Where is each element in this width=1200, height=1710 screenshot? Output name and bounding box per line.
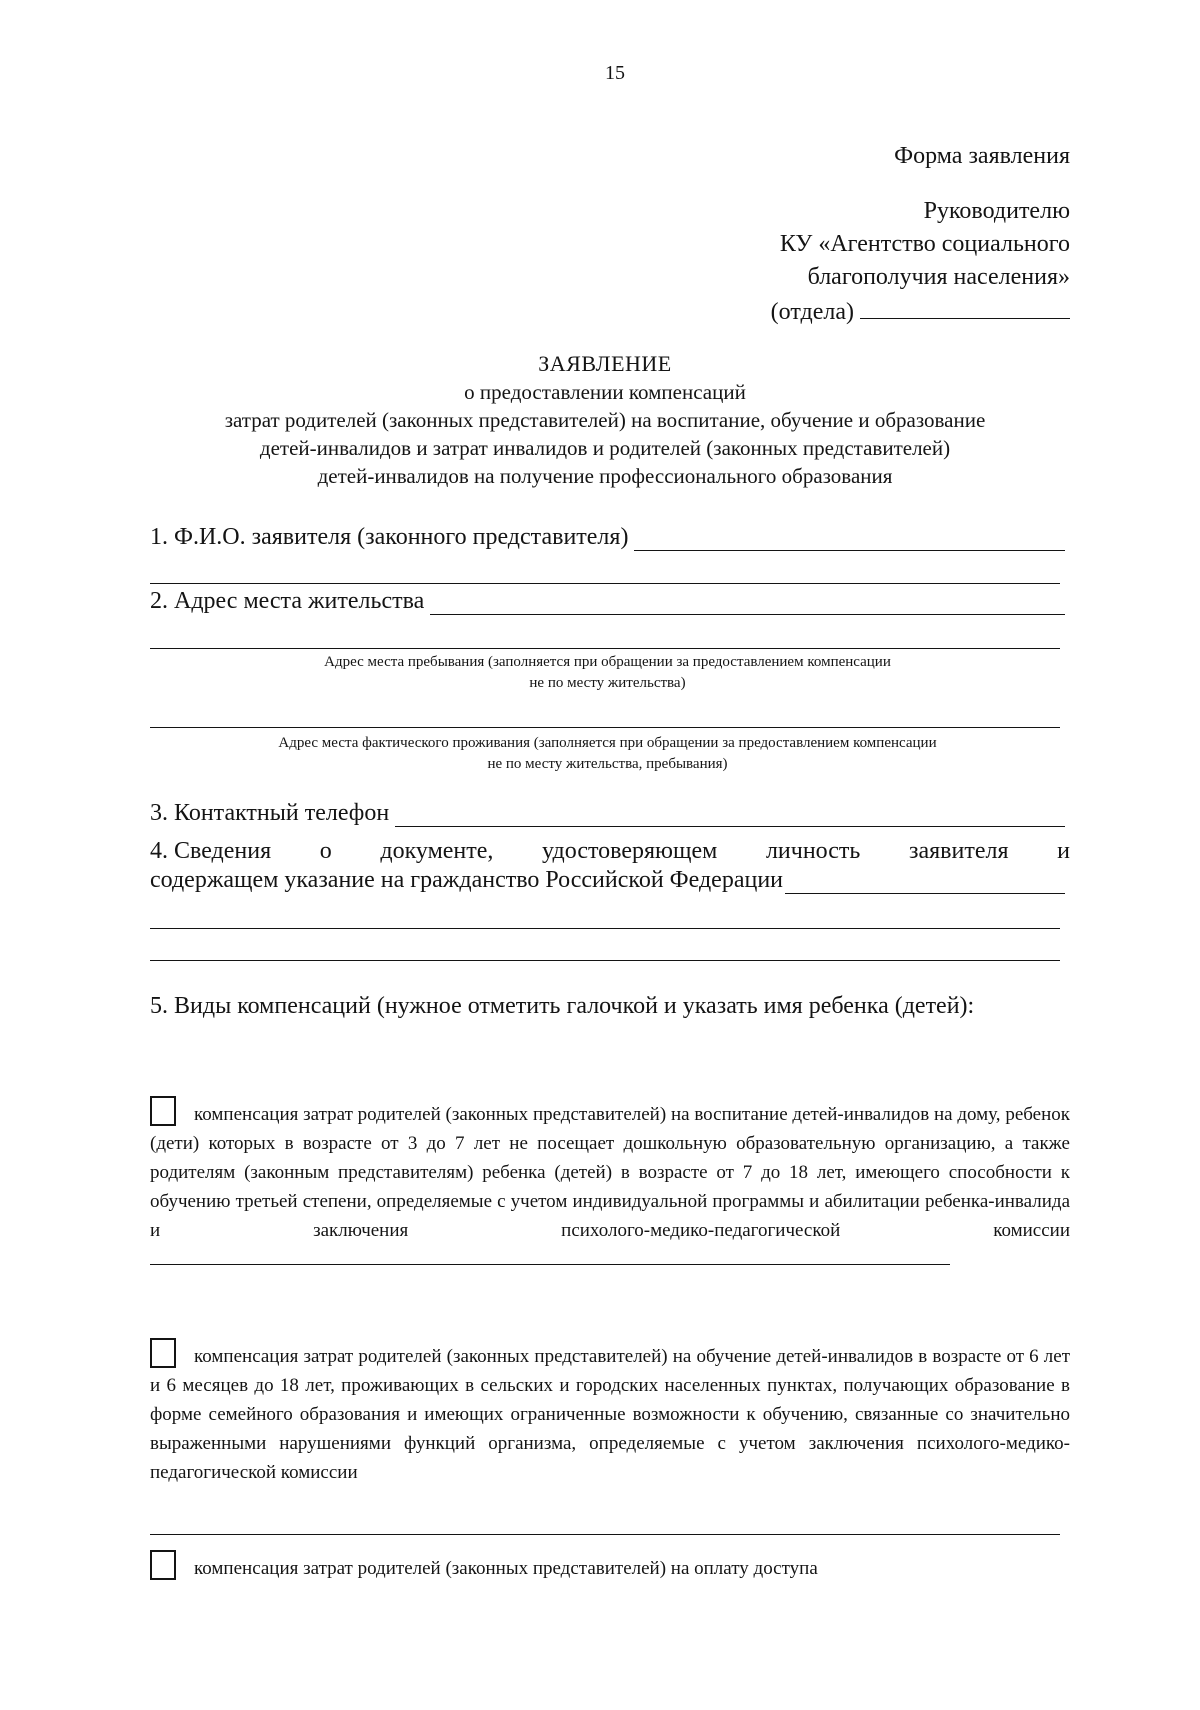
word: и <box>1057 838 1070 864</box>
caption-line: Адрес места пребывания (заполняется при обращении за предоставлением компенсации <box>324 654 891 670</box>
compensation-option-1 <box>150 1096 1070 1274</box>
title-line: детей-инвалидов и затрат инвалидов и родителей (законных представителей) <box>259 436 951 460</box>
department-line <box>771 294 1070 329</box>
phone-field[interactable] <box>395 800 1065 827</box>
option-1-text: компенсация затрат родителей (законных представителей) на воспитание детей-инвалидов на дому, ребенок (дети) которых в возрасте от 3 до 7 лет не посещает дошкольную образовательную организацию, а также родителям (законным представителям) ребенка (детей) в возрасте от 7 до 18 лет, имеющего способности к обучению третьей степени, определяемые с учетом индивидуальной программы и абилитации ребенка-инвалида и заключения психолого-медико-педагогической комиссии <box>150 1104 1070 1241</box>
phone-label: 3. Контактный телефон <box>150 800 390 826</box>
document-line-1 <box>150 835 1070 867</box>
title-line: детей-инвалидов на получение профессионального образования <box>317 464 893 488</box>
form-label: Форма заявления <box>894 143 1070 169</box>
word: личность <box>765 838 861 864</box>
stay-address-caption <box>150 652 1065 694</box>
word: о <box>319 838 332 864</box>
stay-address-field[interactable] <box>150 648 1060 649</box>
caption-line: не по месту жительства) <box>529 675 686 691</box>
option-2-child-name-field[interactable] <box>150 1534 1060 1535</box>
option-2-text: компенсация затрат родителей (законных представителей) на обучение детей-инвалидов в возрасте от 6 лет и 6 месяцев до 18 лет, проживающих в сельских и городских населенных пунктах, получающих образование в форме семейного образования и имеющих ограниченные возможности к обучению, связанные со значительно выраженными нарушениями функций организма, определяемые с учетом заключения психолого-медико-педагогической комиссии <box>150 1346 1070 1483</box>
option-3-text: компенсация затрат родителей (законных представителей) на оплату доступа <box>194 1558 818 1579</box>
department-field[interactable] <box>860 294 1070 319</box>
compensation-types-heading: 5. Виды компенсаций (нужное отметить галочкой и указать имя ребенка (детей): <box>150 993 975 1019</box>
document-heading: ЗАЯВЛЕНИЕ <box>538 351 672 376</box>
caption-line: не по месту жительства, пребывания) <box>487 756 728 772</box>
addressee-line: КУ «Агентство социального <box>779 231 1070 257</box>
option-1-child-name-field[interactable] <box>150 1246 950 1265</box>
department-label: (отдела) <box>770 299 854 325</box>
word: удостоверяющем <box>542 838 718 864</box>
word: заявителя <box>908 838 1009 864</box>
option-1-checkbox[interactable] <box>150 1096 176 1126</box>
compensation-option-3 <box>150 1550 1070 1583</box>
document-field-line-2[interactable] <box>150 928 1060 929</box>
phone-row <box>150 800 1065 827</box>
fio-field[interactable] <box>634 524 1065 551</box>
addressee-line: благополучия населения» <box>807 264 1070 290</box>
word: документе, <box>380 838 494 864</box>
addressee-line: Руководителю <box>923 198 1070 224</box>
actual-address-field[interactable] <box>150 727 1060 728</box>
compensation-option-2 <box>150 1338 1070 1487</box>
title-line: затрат родителей (законных представителей) на воспитание, обучение и образование <box>224 408 986 432</box>
address-label: 2. Адрес места жительства <box>150 588 425 614</box>
address-row <box>150 588 1065 615</box>
document-field-line-3[interactable] <box>150 960 1060 961</box>
option-3-checkbox[interactable] <box>150 1550 176 1580</box>
fio-label: 1. Ф.И.О. заявителя (законного представителя) <box>150 524 629 550</box>
word: 4. Сведения <box>150 838 272 864</box>
document-title-block <box>140 350 1070 490</box>
addressee-block <box>771 195 1070 329</box>
option-2-checkbox[interactable] <box>150 1338 176 1368</box>
address-field[interactable] <box>430 588 1065 615</box>
page-number: 15 <box>605 62 625 84</box>
fio-field-continuation[interactable] <box>150 583 1060 584</box>
caption-line: Адрес места фактического проживания (заполняется при обращении за предоставлением компенсации <box>278 735 937 751</box>
title-line: о предоставлении компенсаций <box>464 380 746 404</box>
document-label: содержащем указание на гражданство Российской Федерации <box>150 867 784 893</box>
document-field[interactable] <box>785 867 1065 894</box>
document-row <box>150 867 1065 894</box>
actual-address-caption <box>150 733 1065 775</box>
fio-row <box>150 524 1065 551</box>
